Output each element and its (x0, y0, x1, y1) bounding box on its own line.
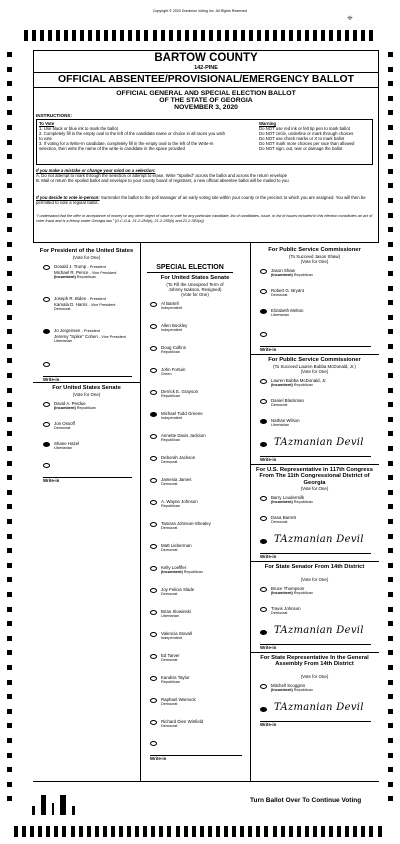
candidate-name-text: Elizabeth Melton (271, 308, 304, 313)
write-in-oval[interactable] (43, 463, 50, 468)
race-instruction: (Vote for One) (300, 259, 329, 264)
candidate-party (161, 526, 247, 531)
candidate-party (54, 446, 137, 451)
party-name: Republican (161, 394, 180, 398)
write-in-line (260, 721, 371, 722)
legal-notice: "I understand that the offer or acceptance of money or any other object of value to vote for any particular candidate, list of candidates, issue, or list of issues included in this election constitutes an act of voter fraud and is a felony under Georgia law." [O.C.G.A. 21-2-284(e), 21-2-285(h) and 21-2-383(a)] (36, 214, 373, 223)
candidate (161, 675, 247, 685)
timing-marks-right (388, 52, 393, 802)
ballot-column-2 (140, 245, 250, 781)
candidate (161, 587, 247, 597)
candidate-party (161, 614, 247, 619)
timing-marks-left (7, 52, 12, 802)
incumbent-label: (Incumbent) (161, 570, 183, 574)
election-date: NOVEMBER 3, 2020 (174, 104, 238, 111)
candidate (161, 609, 247, 619)
running-mate-name-text: Michael R. Pence (54, 269, 89, 275)
candidate-name-text: Allen Buckley (161, 323, 188, 328)
candidate (161, 411, 247, 421)
candidate (271, 418, 376, 428)
vote-oval[interactable] (150, 588, 157, 593)
title-divider (33, 87, 379, 88)
candidate-party (161, 328, 247, 333)
race-divider (250, 561, 379, 562)
candidate-name-text: Jason Shaw (271, 268, 295, 273)
candidate (271, 515, 376, 525)
vote-oval[interactable] (260, 496, 267, 501)
candidate (271, 288, 376, 298)
race-title: For United States Senate (160, 275, 230, 281)
to-vote-step: 1. Use black or blue ink to mark the ballot (39, 126, 118, 132)
party-name: Democrat (271, 611, 288, 615)
party-name: Independent (161, 416, 183, 420)
party-name: Democrat (161, 724, 178, 728)
vote-oval[interactable] (260, 289, 267, 294)
candidate-role: - President (87, 297, 106, 301)
candidate-name-text: Brian Slowinski (161, 609, 191, 614)
party-name: Democrat (161, 702, 178, 706)
candidate (271, 378, 376, 388)
party-name: Democrat (161, 526, 178, 530)
vote-oval[interactable] (150, 698, 157, 703)
candidate (161, 697, 247, 707)
candidate-name-text: Travis Johnson (271, 606, 301, 611)
vote-oval[interactable] (260, 309, 267, 314)
candidate-name-text: Kandiss Taylor (161, 675, 190, 680)
in-person-heading: If you decide to vote in-person: (36, 195, 100, 200)
vote-oval[interactable] (150, 610, 157, 615)
vote-oval[interactable] (43, 402, 50, 407)
candidate-party (161, 504, 247, 509)
candidate-party (54, 426, 137, 431)
write-in-label: Write-in (43, 478, 60, 483)
candidate-party (271, 520, 376, 525)
candidate-name-text: Deborah Jackson (161, 455, 196, 460)
race-instruction: Johnny Isakson, Resigned) (168, 287, 222, 292)
candidate-name-text: Derrick E. Grayson (161, 389, 199, 394)
candidate-party (161, 636, 247, 641)
candidate-name-text: Dana Barrett (271, 515, 296, 520)
candidate-party (161, 438, 247, 443)
turn-over-instruction: Turn Ballot Over To Continue Voting (250, 797, 362, 804)
vote-oval[interactable] (260, 269, 267, 274)
write-in-label: Write-in (260, 645, 277, 650)
race-instruction: (Vote for One) (300, 369, 329, 374)
candidate-party (161, 592, 247, 597)
party-name: Republican (161, 680, 180, 684)
race-divider (250, 652, 379, 653)
incumbent-label: (Incumbent) (271, 591, 293, 595)
candidate-name-text: Bruce Thompson (271, 586, 305, 591)
candidate (161, 345, 247, 355)
candidate (54, 401, 137, 411)
race-title: For United States Senate (52, 385, 121, 391)
candidate-name-text: Jon Ossoff (54, 421, 75, 426)
ballot-column-3 (250, 245, 379, 781)
party-name: Republican (161, 438, 180, 442)
race-title: For Public Service Commissioner (268, 357, 361, 363)
ballot-column-1 (33, 245, 140, 781)
party-name: Democrat (271, 520, 288, 524)
race-title: For State Representative In the General Assembly From 14th District (260, 655, 369, 668)
candidate (161, 631, 247, 641)
vote-oval[interactable] (150, 500, 157, 505)
vote-oval[interactable] (150, 720, 157, 725)
party-name: Republican (293, 591, 313, 595)
candidate-party (161, 658, 247, 663)
party-name: Democrat (54, 307, 71, 312)
warning-item: Do NOT use red ink or felt tip pen to mark ballot (259, 126, 350, 132)
candidate-role: - President (87, 265, 106, 269)
candidate (271, 606, 376, 616)
write-in-oval[interactable] (260, 442, 267, 447)
party-name: Libertarian (54, 446, 72, 450)
candidate-name-text: Daniel Blackman (271, 398, 304, 403)
candidate (161, 323, 247, 333)
ballot-subtitle-1: OFFICIAL GENERAL AND SPECIAL ELECTION BALLOT (116, 90, 296, 97)
candidate-name-text: Joy Felicia Slade (161, 587, 195, 592)
party-name: Republican (76, 275, 96, 280)
candidate-name-text: Jamesia James (161, 477, 192, 482)
to-vote-step: 2. Completely fill in the empty oval to the left of the candidate name or choice in all races you wish to vote (39, 131, 226, 142)
candidate-name-text: Annette Davis Jackson (161, 433, 206, 438)
candidate (271, 683, 376, 693)
mistake-step-a: A. Do not attempt to mark through the selection or attempt to erase. Write "Spoiled" across the ballot and across the return envelope (36, 173, 288, 178)
race-instruction: (Vote for One) (300, 486, 329, 491)
candidate (161, 521, 247, 531)
incumbent-label: (Incumbent) (54, 406, 76, 410)
copyright-notice: Copyright © 2020 Dominion Voting Inc. All Rights Reserved (152, 9, 248, 13)
candidate (271, 586, 376, 596)
incumbent-label: (Incumbent) (271, 383, 293, 387)
race-title: For State Senator From 14th District (264, 564, 365, 570)
candidate (161, 389, 247, 399)
vote-oval[interactable] (260, 684, 267, 689)
candidate-party (271, 313, 376, 318)
vote-oval[interactable] (260, 419, 267, 424)
vote-oval[interactable] (150, 302, 157, 307)
candidate (161, 719, 247, 729)
candidate (161, 543, 247, 553)
write-in-label: Write-in (260, 457, 277, 462)
candidate (161, 653, 247, 663)
vote-oval[interactable] (150, 456, 157, 461)
candidate (54, 296, 137, 312)
ballot-barcode (32, 793, 75, 815)
candidate-name-text: Kelly Loeffler (161, 565, 187, 570)
running-mate-role: - Vice President (89, 270, 117, 275)
write-in-label: Write-in (260, 347, 277, 352)
candidate-name-text: Jo Jorgensen (54, 328, 81, 333)
candidate-party (271, 688, 376, 693)
candidate-name-text: Richard Dien Winfield (161, 719, 204, 724)
write-in-oval[interactable] (260, 332, 267, 337)
warning-item: Do NOT use check marks or X to mark ballot (259, 136, 345, 142)
mistake-section (36, 168, 373, 183)
handwritten-write-in: TAzmanian Devil (274, 437, 364, 448)
party-name: Democrat (161, 460, 178, 464)
registration-mark-icon: ⌖ (347, 13, 353, 24)
party-name: Republican (76, 406, 96, 410)
party-name: Republican (161, 350, 180, 354)
candidate-party (271, 273, 376, 278)
party-name: Republican (293, 500, 313, 504)
candidate-name-text: Doug Collins (161, 345, 186, 350)
candidate-name-text: Lauren Bubba McDonald, Jr. (271, 378, 327, 383)
handwritten-write-in: TAzmanian Devil (274, 702, 364, 713)
instructions-heading: INSTRUCTIONS: (36, 113, 72, 118)
vote-oval[interactable] (260, 587, 267, 592)
candidate-name-text: John Fortuin (161, 367, 186, 372)
vote-oval[interactable] (43, 329, 50, 334)
write-in-line (260, 553, 371, 554)
vote-oval[interactable] (260, 379, 267, 384)
party-name: Democrat (161, 658, 178, 662)
party-name: Green (161, 372, 172, 376)
party-name: Independent (161, 306, 183, 310)
party-name: Republican (183, 570, 203, 574)
party-name: Democrat (271, 403, 288, 407)
party-name: Libertarian (161, 614, 179, 618)
candidate (54, 328, 137, 344)
vote-oval[interactable] (150, 390, 157, 395)
candidate-name-text: Tamara Johnson-Shealey (161, 521, 211, 526)
candidate-party (54, 406, 137, 411)
candidate-party (161, 570, 247, 575)
candidate-name-text: Donald J. Trump (54, 264, 87, 269)
race-instruction: (Vote for One) (72, 255, 101, 260)
vote-oval[interactable] (150, 654, 157, 659)
candidate-name-text: Shane Hazel (54, 441, 80, 446)
candidate (54, 421, 137, 431)
candidate-party (161, 482, 247, 487)
party-name: Independent (161, 328, 183, 332)
race-instruction: (To Succeed Jason Shaw) (288, 254, 340, 259)
candidate (161, 499, 247, 509)
instructions-box (36, 119, 373, 165)
party-name: Democrat (161, 482, 178, 486)
race-instruction: (Vote for One) (72, 392, 101, 397)
incumbent-label: (Incumbent) (271, 688, 293, 692)
precinct-name: 142-PINE (194, 65, 218, 71)
candidate-name-text: Barry Loudermilk (271, 495, 305, 500)
write-in-label: Write-in (260, 722, 277, 727)
candidate-party (271, 591, 376, 596)
handwritten-write-in: TAzmanian Devil (274, 534, 364, 545)
timing-marks-top (24, 30, 374, 41)
running-mate-role: - Vice President (99, 334, 126, 339)
to-vote-step: 3. If voting for a Write-In candidate, completely fill in the empty oval to the left of the Write-In selection, then write the name of the write-in candidate in the space provided (39, 141, 214, 152)
party-name: Democrat (161, 592, 178, 596)
in-person-text: Surrender the ballot to the poll manager of an early voting site within your county or the precinct to which you are assigned. You will then be permitted to vote a regular ballot. (36, 195, 366, 205)
vote-oval[interactable] (150, 522, 157, 527)
party-name: Independent (161, 636, 183, 640)
write-in-oval[interactable] (150, 741, 157, 746)
write-in-line (260, 456, 371, 457)
party-name: Libertarian (271, 423, 289, 427)
candidate-party (161, 460, 247, 465)
candidate (161, 433, 247, 443)
vote-oval[interactable] (150, 412, 157, 417)
vote-oval[interactable] (43, 422, 50, 427)
race-title: For U.S. Representative in 117th Congress From The 11th Congressional District of Georgia (256, 467, 373, 486)
candidate-party (161, 548, 247, 553)
race-instruction: (Vote for One) (181, 292, 209, 297)
header-divider (33, 72, 379, 73)
ballot-bottom-line (33, 781, 379, 782)
candidate-party (271, 423, 376, 428)
candidate-party (161, 350, 247, 355)
candidate (161, 367, 247, 377)
write-in-oval[interactable] (260, 539, 267, 544)
candidate-party (161, 306, 247, 311)
party-name: Libertarian (54, 339, 72, 344)
write-in-oval[interactable] (43, 362, 50, 367)
write-in-oval[interactable] (260, 630, 267, 635)
write-in-label: Write-in (260, 554, 277, 559)
incumbent-label: (Incumbent) (54, 275, 76, 280)
handwritten-write-in: TAzmanian Devil (274, 625, 364, 636)
candidate-party (161, 702, 247, 707)
vote-oval[interactable] (150, 434, 157, 439)
vote-oval[interactable] (150, 346, 157, 351)
candidate-name-text: Al Bartell (161, 301, 179, 306)
vote-oval[interactable] (260, 607, 267, 612)
party-name: Libertarian (271, 313, 289, 317)
mistake-step-b: B. Mail or return the spoiled ballot and envelope to your county board of registrars; a new official absentee ballot will be mailed to you (36, 178, 289, 183)
ballot-subtitle-2: OF THE STATE OF GEORGIA (159, 97, 253, 104)
race-divider (33, 382, 140, 383)
write-in-label: Write-in (150, 756, 167, 761)
vote-oval[interactable] (260, 399, 267, 404)
party-name: Republican (293, 273, 313, 277)
candidate-name-text: Joseph R. Biden (54, 296, 87, 301)
candidate (271, 495, 376, 505)
candidate-party (161, 680, 247, 685)
race-title: For President of the United States (39, 248, 134, 254)
candidate (271, 268, 376, 278)
vote-oval[interactable] (150, 566, 157, 571)
candidate-name-text: David A. Perdue (54, 401, 86, 406)
party-name: Republican (293, 688, 313, 692)
vote-oval[interactable] (150, 544, 157, 549)
candidate-party (161, 724, 247, 729)
party-name: Republican (293, 383, 313, 387)
running-mate-name-text: Kamala D. Harris (54, 301, 88, 307)
candidate-name-text: Robert G. Bryant (271, 288, 304, 293)
ballot-title: OFFICIAL ABSENTEE/PROVISIONAL/EMERGENCY BALLOT (58, 74, 354, 85)
vote-oval[interactable] (260, 516, 267, 521)
candidate-party (54, 307, 137, 312)
candidate-party (271, 611, 376, 616)
vote-oval[interactable] (150, 478, 157, 483)
candidate-party (54, 339, 137, 344)
candidate-party (54, 275, 137, 280)
running-mate-role: - Vice President (88, 302, 116, 307)
write-in-line (260, 644, 371, 645)
warning-heading: Warning (259, 121, 277, 126)
race-divider (250, 464, 379, 465)
warning-item: Do NOT sign, out, tear or damage the ballot (259, 146, 343, 152)
race-instruction: (Vote for One) (300, 674, 329, 679)
county-name: BARTOW COUNTY (154, 52, 258, 64)
vote-oval[interactable] (150, 368, 157, 373)
candidate-role: - President (81, 329, 100, 333)
candidate-name-text: A. Wayne Johnson (161, 499, 198, 504)
running-mate-name-text: Jeremy "Spike" Cohen (54, 333, 98, 339)
candidate-party (161, 416, 247, 421)
party-name: Democrat (271, 293, 288, 297)
candidate (271, 308, 376, 318)
race-title: For Public Service Commissioner (268, 247, 361, 253)
party-name: Republican (161, 504, 180, 508)
candidate (161, 565, 247, 575)
mistake-heading: If you make a mistake or change your mind on a selection: (36, 168, 156, 173)
candidate-name-text: Valencia Stovall (161, 631, 192, 636)
write-in-label: Write-in (43, 377, 60, 382)
candidate-party (161, 394, 247, 399)
candidate-name-text: Michael Todd Greene (161, 411, 203, 416)
race-divider (250, 354, 379, 355)
candidate (161, 455, 247, 465)
to-vote-heading: To Vote (39, 121, 55, 126)
party-name: Democrat (161, 548, 178, 552)
write-in-oval[interactable] (260, 707, 267, 712)
candidate (161, 477, 247, 487)
candidate-party (161, 372, 247, 377)
warning-item: Do NOT circle, underline or mark through choices (259, 131, 354, 137)
to-vote-instructions (39, 121, 229, 152)
special-election-label: SPECIAL ELECTION (156, 264, 224, 271)
candidate-party (271, 383, 376, 388)
candidate-name-text: Mitchell Scoggins (271, 683, 306, 688)
candidate (54, 264, 137, 280)
candidate (161, 301, 247, 311)
in-person-section (36, 195, 373, 205)
candidate-name-text: Nathan Wilson (271, 418, 300, 423)
candidate-party (271, 403, 376, 408)
vote-oval[interactable] (150, 632, 157, 637)
vote-oval[interactable] (150, 676, 157, 681)
vote-oval[interactable] (43, 297, 50, 302)
candidate (271, 398, 376, 408)
warning-item: Do NOT mark more choices per race than allowed (259, 141, 355, 147)
warning-instructions (259, 121, 371, 152)
candidate-name-text: Ed Tarver (161, 653, 180, 658)
write-in-line (260, 346, 371, 347)
candidate-party (271, 500, 376, 505)
vote-oval[interactable] (43, 442, 50, 447)
race-instruction: (To Fill the Unexpired Term of (166, 282, 224, 287)
vote-oval[interactable] (43, 265, 50, 270)
party-name: Democrat (54, 426, 71, 430)
timing-marks-bottom (14, 826, 382, 837)
candidate-name-text: Matt Lieberman (161, 543, 192, 548)
candidate (54, 441, 137, 451)
candidate-party (271, 293, 376, 298)
candidate-name-text: Raphael Warnock (161, 697, 196, 702)
incumbent-label: (Incumbent) (271, 273, 293, 277)
incumbent-label: (Incumbent) (271, 500, 293, 504)
race-instruction: (To Succeed Lauren Bubba McDonald, Jr.) (273, 364, 356, 369)
vote-oval[interactable] (150, 324, 157, 329)
race-instruction: (Vote for One) (300, 577, 329, 582)
